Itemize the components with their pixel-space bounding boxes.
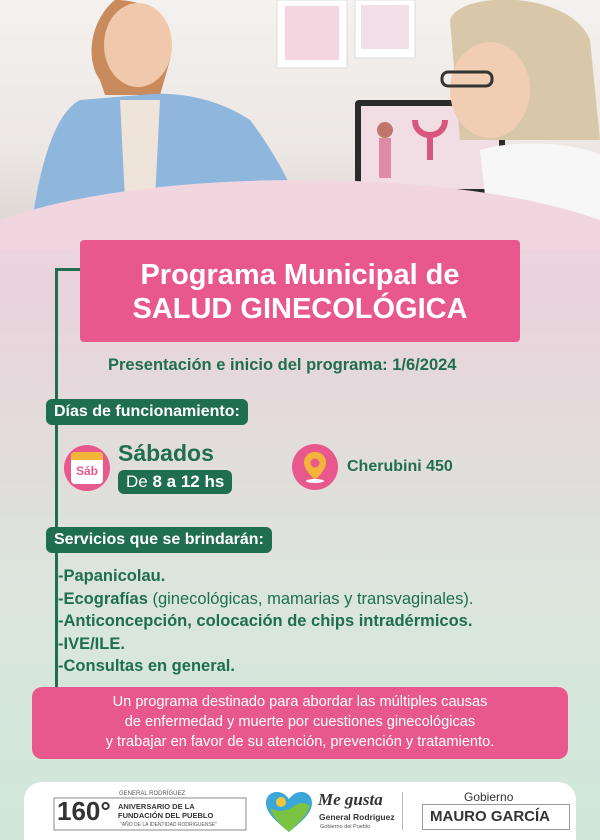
program-description-box bbox=[32, 687, 568, 759]
mayor-name: MAURO GARCÍA bbox=[430, 808, 550, 825]
days-label: Días de funcionamiento: bbox=[46, 399, 248, 425]
megusta-logo-text: Me gusta bbox=[318, 790, 383, 809]
anniversary-subtitle: "AÑO DE LA IDENTIDAD RODRIGUENSE" bbox=[120, 822, 217, 828]
title-line-2: SALUD GINECOLÓGICA bbox=[132, 293, 468, 325]
location-pin-icon bbox=[300, 450, 330, 484]
list-item: -Anticoncepción, colocación de chips intradérmicos. bbox=[58, 612, 473, 630]
heart-logo-icon bbox=[264, 790, 314, 834]
list-item: -IVE/ILE. bbox=[58, 634, 125, 653]
list-item: -Ecografías (ginecológicas, mamarias y transvaginales). bbox=[58, 589, 474, 608]
description-line-3: y trabajar en favor de su atención, prevención y tratamiento. bbox=[105, 734, 495, 750]
gobierno-del-pueblo-text: Gobierno del Pueblo bbox=[320, 824, 371, 830]
general-rodriguez-text: General Rodríguez bbox=[319, 812, 395, 822]
services-list bbox=[58, 565, 473, 678]
list-item: -Papanicolau. bbox=[58, 567, 166, 585]
program-title-box bbox=[80, 240, 520, 342]
list-item: -Consultas en general. bbox=[58, 657, 235, 675]
day-label: Sábados bbox=[118, 440, 214, 466]
anniversary-number: 160° bbox=[57, 796, 111, 826]
calendar-icon-text: Sáb bbox=[75, 464, 98, 478]
presentation-date: Presentación e inicio del programa: 1/6/2024 bbox=[108, 356, 457, 374]
connector-horizontal bbox=[55, 268, 81, 271]
header-photo bbox=[0, 0, 600, 250]
description-line-1: Un programa destinado para abordar las múltiples causas bbox=[112, 694, 488, 710]
hours-badge bbox=[118, 470, 232, 494]
hours-prefix: De bbox=[126, 472, 153, 491]
gobierno-label: Gobierno bbox=[464, 790, 514, 804]
address: Cherubini 450 bbox=[347, 458, 453, 475]
anniversary-top: GENERAL RODRÍGUEZ bbox=[119, 791, 186, 797]
footer-divider bbox=[402, 792, 403, 830]
footer-logos bbox=[24, 782, 576, 840]
description-line-2: de enfermedad y muerte por cuestiones ginecológicas bbox=[124, 714, 476, 730]
anniversary-text: ANIVERSARIO DE LA FUNDACIÓN DEL PUEBLO bbox=[118, 802, 214, 820]
calendar-icon bbox=[71, 452, 103, 484]
title-line-1: Programa Municipal de bbox=[140, 259, 460, 291]
hours-range: 8 a 12 hs bbox=[152, 472, 225, 491]
services-label: Servicios que se brindarán: bbox=[46, 527, 272, 553]
